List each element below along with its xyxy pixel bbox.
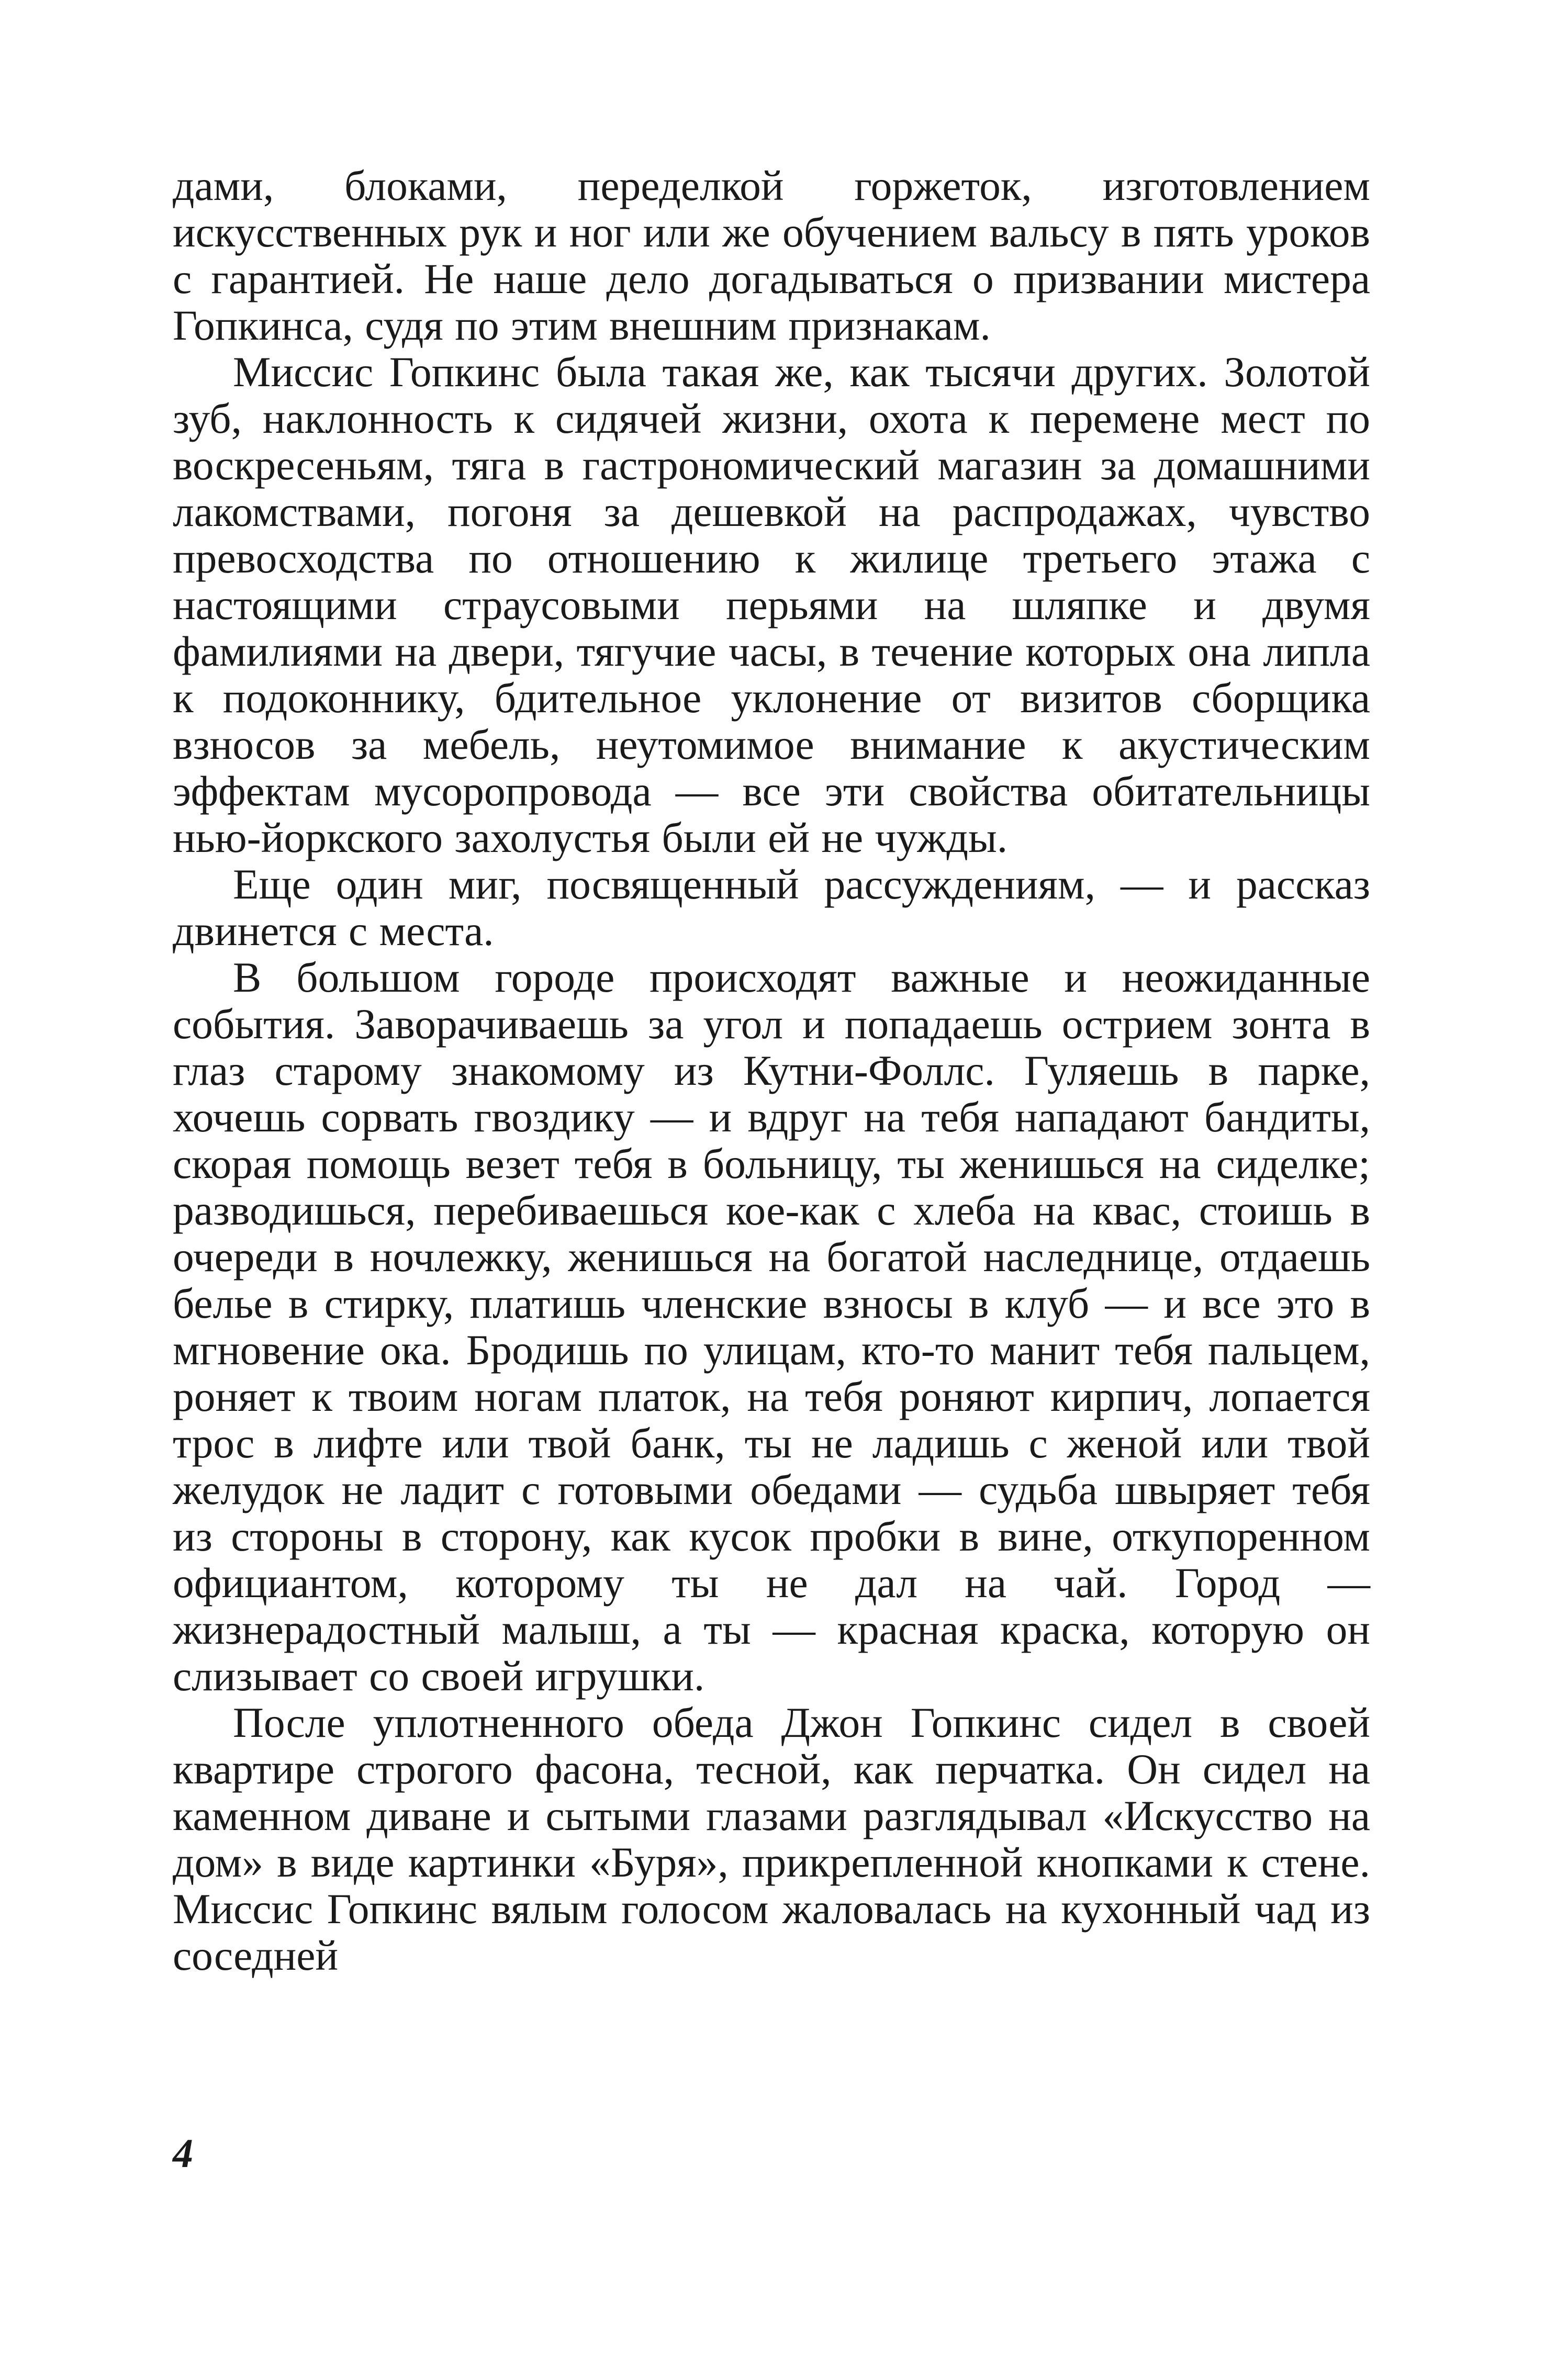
page-number: 4 (173, 2130, 193, 2176)
page-body (173, 162, 1370, 1979)
paragraph-3: Еще один миг, посвященный рассуждениям, — и рассказ двинется с места. (173, 860, 1370, 955)
paragraph-4: В большом городе происходят важные и неожиданные события. Заворачиваешь за угол и попадаешь острием зонта в глаз старому знакомому из Кутни-Фоллс. Гуляешь в парке, хочешь сорвать гвоздику — и вдруг на тебя нападают бандиты, скорая помощь везет тебя в больницу, ты женишься на сиделке; разводишься, перебиваешься кое-как с хлеба на квас, стоишь в очереди в ночлежку, женишься на богатой наследнице, отдаешь белье в стирку, платишь членские взносы в клуб — и все это в мгновение ока. Бродишь по улицам, кто-то манит тебя пальцем, роняет к твоим ногам платок, на тебя роняют кирпич, лопается трос в лифте или твой банк, ты не ладишь с женой или твой желудок не ладит с готовыми обедами — судьба швыряет тебя из стороны в сторону, как кусок пробки в вине, откупоренном официантом, которому ты не дал на чай. Город — жизнерадостный малыш, а ты — красная краска, которую он слизывает со своей игрушки. (173, 953, 1370, 1700)
paragraph-5: После уплотненного обеда Джон Гопкинс сидел в своей квартире строгого фасона, тесной, как перчатка. Он сидел на каменном диване и сытыми глазами разглядывал «Искусство на дом» в виде картинки «Буря», прикрепленной кнопками к стене. Миссис Гопкинс вялым голосом жаловалась на кухонный чад из соседней (173, 1699, 1370, 1979)
paragraph-2: Миссис Гопкинс была такая же, как тысячи других. Золотой зуб, наклонность к сидячей жизни, охота к перемене мест по воскресеньям, тяга в гастрономический магазин за домашними лакомствами, погоня за дешевкой на распродажах, чувство превосходства по отношению к жилице третьего этажа с настоящими страусовыми перьями на шляпке и двумя фамилиями на двери, тягучие часы, в течение которых она липла к подоконнику, бдительное уклонение от визитов сборщика взносов за мебель, неутомимое внимание к акустическим эффектам мусоропровода — все эти свойства обитательницы нью-йоркского захолустья были ей не чужды. (173, 348, 1370, 861)
paragraph-1: дами, блоками, переделкой горжеток, изготовлением искусственных рук и ног или же обучением вальсу в пять уроков с гарантией. Не наше дело догадываться о призвании мистера Гопкинса, судя по этим внешним признакам. (173, 162, 1370, 349)
